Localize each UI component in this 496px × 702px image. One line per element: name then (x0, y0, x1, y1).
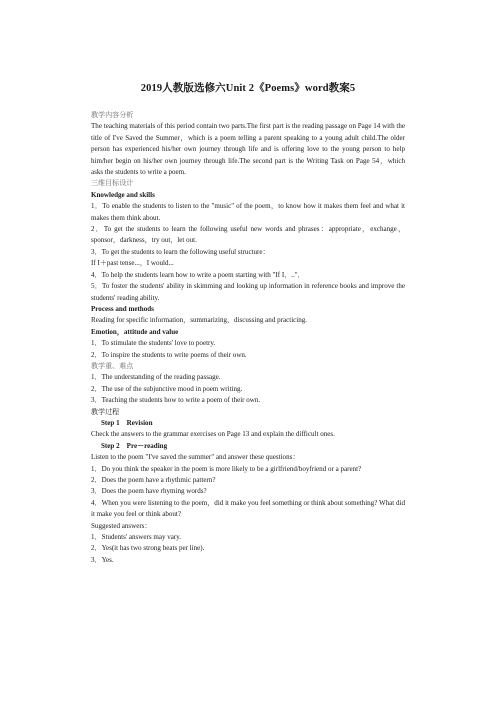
step-1-text: Check the answers to the grammar exercises on Page 13 and explain the difficult ones. (91, 430, 335, 439)
section-heading-key-points: 教学重、难点 (91, 361, 134, 370)
question-1: 1．Do you think the speaker in the poem is more likely to be a girlfriend/boyfriend or a parent? (91, 464, 362, 473)
key-point-3: 3．Teaching the students how to write a poem of their own. (91, 396, 261, 405)
suggested-answers-label: Suggested answers： (91, 521, 152, 530)
question-4: 4．When you were listening to the poem，did it make you feel something or think about something? What did it make you feel or think about? (91, 498, 405, 519)
step-1-heading: Step 1 Revision (101, 418, 153, 427)
answer-1: 1．Students' answers may vary. (91, 533, 182, 542)
emotion-item-1: 1．To stimulate the students' love to poetry. (91, 339, 216, 348)
process-methods-text: Reading for specific information，summarizing，discussing and practicing. (91, 316, 308, 325)
section-heading-process: 教学过程 (91, 407, 120, 416)
step-2-text: Listen to the poem "I've saved the summer" and answer these questions： (91, 453, 300, 462)
question-2: 2．Does the poem have a rhythmic pattern? (91, 476, 216, 484)
document-title: 2019人教版选修六Unit 2《Poems》word教案5 (140, 83, 356, 94)
subheading-knowledge-skills: Knowledge and skills (91, 190, 155, 199)
paragraph-intro: The teaching materials of this period contain two parts.The first part is the reading passage on Page 14 with the title of I've Saved the Summer，which is a poem telling a parent speaking to a young adult child.The older person has experienced his/her own journey through life and is offering love to the young person to help him/her begin on his/her own journey through life.The second part is the Writing Task on Page 54，which asks the students to write a poem. (91, 122, 405, 177)
step-2-heading: Step 2 Pre－reading (101, 441, 168, 450)
emotion-item-2: 2．To inspire the students to write poems of their own. (91, 350, 247, 359)
objective-item-3: 3．To get the students to learn the following useful structure： (91, 247, 270, 256)
question-3: 3．Does the poem have rhyming words? (91, 487, 207, 496)
structure-example: If I＋past tense...，I would... (91, 259, 174, 268)
subheading-process-methods: Process and methods (91, 304, 154, 313)
key-point-1: 1．The understanding of the reading passage. (91, 373, 221, 382)
answer-3: 3．Yes. (91, 555, 114, 564)
objective-item-2: 2．To get the students to learn the following useful new words and phrases：appropriate，exchange，sponsor，darkness，try out，let out. (91, 225, 405, 245)
key-point-2: 2．The use of the subjunctive mood in poem writing. (91, 384, 243, 393)
objective-item-5: 5．To foster the students' ability in skimming and looking up information in reference books and improve the students' reading ability. (91, 282, 405, 302)
subheading-emotion: Emotion，attitude and value (91, 327, 179, 336)
objective-item-4: 4．To help the students learn how to write a poem starting with "If I．.."． (91, 270, 305, 279)
section-heading-objectives: 三维目标设计 (91, 179, 134, 188)
answer-2: 2．Yes(it has two strong beats per line). (91, 544, 205, 553)
section-heading-content-analysis: 教学内容分析 (91, 111, 134, 119)
document-body (91, 110, 405, 566)
objective-item-1: 1．To enable the students to listen to the "music" of the poem，to know how it makes them feel and what it makes them think about. (91, 202, 405, 222)
